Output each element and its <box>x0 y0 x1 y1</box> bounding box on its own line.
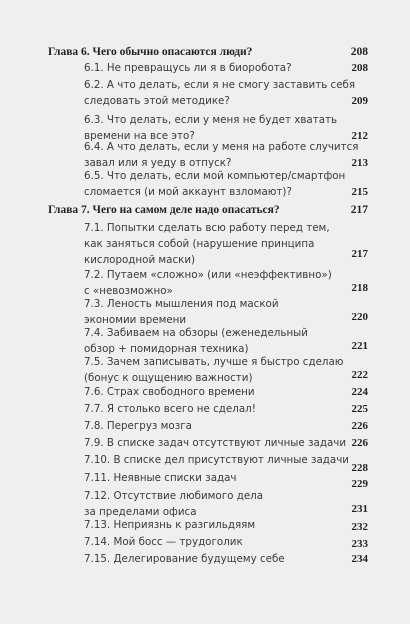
page-number: 217 <box>350 204 368 216</box>
entry-line: 7.8. Перегруз мозга <box>84 420 192 432</box>
page-number: 217 <box>351 248 368 260</box>
entry-line: 7.5. Зачем записывать, лучше я быстро сделаю <box>84 356 344 368</box>
entry-line: экономии времени <box>84 314 187 326</box>
page-number: 225 <box>351 403 368 415</box>
entry-line: сломается (и мой аккаунт взломают)? <box>84 186 292 198</box>
page-number: 208 <box>350 46 368 58</box>
entry-line: 7.11. Неявные списки задач <box>84 472 237 484</box>
entry-line: обзор + помидорная техника) <box>84 343 249 355</box>
chapter-title: Глава 6. Чего обычно опасаются люди? <box>48 46 253 58</box>
page-number: 224 <box>351 386 368 398</box>
entry-line: кислородной маски) <box>84 254 196 266</box>
entry-line: 7.15. Делегирование будущему себе <box>84 553 285 565</box>
entry-line: 7.9. В списке задач отсутствуют личные задачи <box>84 437 347 449</box>
entry-line: 7.14. Мой босс — трудоголик <box>84 536 243 548</box>
page-number: 221 <box>351 340 368 352</box>
page-number: 229 <box>351 478 368 490</box>
entry-line: 6.4. А что делать, если у меня на работе случится <box>84 141 359 153</box>
page-number: 209 <box>351 95 368 107</box>
entry-line: 7.1. Попытки сделать всю работу перед тем, <box>84 222 330 234</box>
entry-line: 6.1. Не превращусь ли я в биоробота? <box>84 62 292 74</box>
entry-line: следовать этой методике? <box>84 95 230 107</box>
page-number: 226 <box>351 437 368 449</box>
page-number: 208 <box>351 62 368 74</box>
page-number: 220 <box>351 311 368 323</box>
entry-line: 7.6. Страх свободного времени <box>84 386 255 398</box>
page-number: 222 <box>351 369 368 381</box>
entry-line: 6.5. Что делать, если мой компьютер/смартфон <box>84 170 346 182</box>
entry-line: 7.7. Я столько всего не сделал! <box>84 403 256 415</box>
page-number: 233 <box>351 538 368 550</box>
entry-line: 7.3. Леность мышления под маской <box>84 298 279 310</box>
chapter-title: Глава 7. Чего на самом деле надо опасаться? <box>48 204 280 216</box>
entry-line: завал или я уеду в отпуск? <box>84 157 232 169</box>
page-number: 234 <box>351 553 368 565</box>
page-number: 232 <box>351 521 368 533</box>
page-number: 226 <box>351 420 368 432</box>
page-number: 231 <box>351 503 368 515</box>
page-number: 218 <box>351 282 368 294</box>
page-number: 228 <box>351 462 368 474</box>
entry-line: (бонус к ощущению важности) <box>84 372 253 384</box>
entry-line: 6.2. А что делать, если я не смогу заставить себя <box>84 79 356 91</box>
entry-line: 7.2. Путаем «сложно» (или «неэффективно») <box>84 269 332 281</box>
entry-line: 7.12. Отсутствие любимого дела <box>84 490 264 502</box>
entry-line: за пределами офиса <box>84 506 197 518</box>
entry-line: 6.3. Что делать, если у меня не будет хватать <box>84 114 338 126</box>
page-number: 212 <box>351 130 368 142</box>
entry-line: 7.10. В списке дел присутствуют личные задачи <box>84 454 349 466</box>
entry-line: как заняться собой (нарушение принципа <box>84 238 315 250</box>
entry-line: 7.13. Неприязнь к разгильдяям <box>84 519 256 531</box>
entry-line: времени на все это? <box>84 130 195 142</box>
page-number: 213 <box>351 157 368 169</box>
page-number: 215 <box>351 186 368 198</box>
entry-line: с «невозможно» <box>84 285 173 297</box>
entry-line: 7.4. Забиваем на обзоры (еженедельный <box>84 327 308 339</box>
